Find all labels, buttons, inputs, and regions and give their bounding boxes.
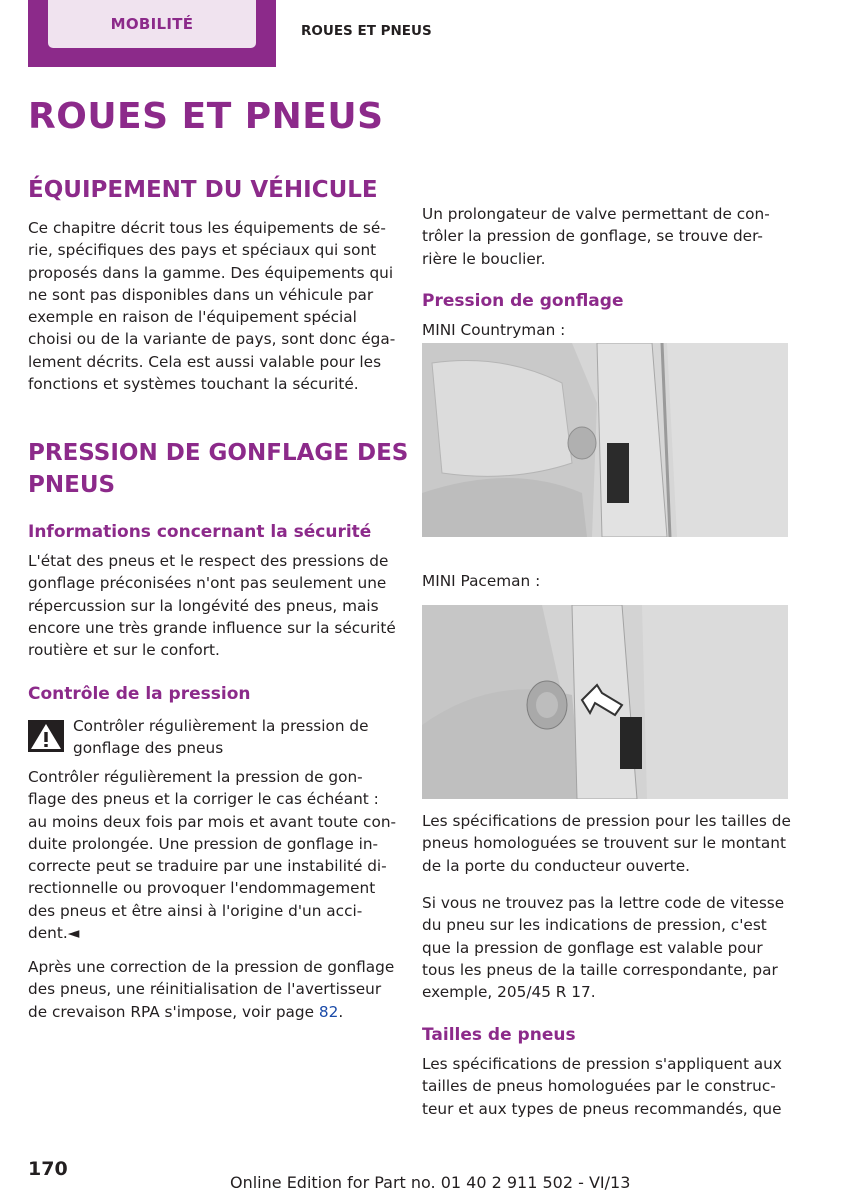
text-line: choisi ou de la variante de pays, sont donc éga- (28, 330, 396, 349)
text-line: ne sont pas disponibles dans un véhicule par (28, 285, 374, 304)
paceman-door-pillar-photo (422, 605, 788, 799)
text-line: teur et aux types de pneus recommandés, que (422, 1099, 782, 1118)
text-line: proposés dans la gamme. Des équipements qui (28, 263, 394, 282)
spec-paragraph (422, 810, 794, 877)
equipment-heading: ÉQUIPEMENT DU VÉHICULE (28, 177, 378, 203)
page-82-link[interactable]: 82 (318, 1002, 339, 1021)
text-line: Les spécifications de pression pour les tailles de (422, 812, 791, 830)
text-line: Ce chapitre décrit tous les équipements de sé- (28, 219, 386, 237)
page-number: 170 (28, 1158, 68, 1180)
text-line: correcte peut se traduire par une instabilité di- (28, 857, 387, 876)
page-title: ROUES ET PNEUS (28, 96, 384, 137)
text-line (28, 1001, 400, 1023)
speed-code-paragraph (422, 892, 794, 1003)
safety-paragraph (28, 550, 400, 661)
text-line: rie, spécifiques des pays et spéciaux qui sont (28, 241, 377, 260)
text-line: flage des pneus et la corriger le cas échéant : (28, 790, 379, 809)
tire-sizes-paragraph (422, 1053, 794, 1120)
inflation-pressure-heading: Pression de gonflage (422, 291, 624, 311)
section-tab-label: MOBILITÉ (48, 0, 256, 48)
heading-line: PNEUS (28, 472, 116, 498)
text-line: des pneus et être ainsi à l'origine d'un acci- (28, 901, 363, 920)
text-line: des pneus, une réinitialisation de l'avertisseur (28, 980, 382, 999)
heading-line: PRESSION DE GONFLAGE DES (28, 440, 409, 466)
text-line: tailles de pneus homologuées par le construc- (422, 1077, 776, 1096)
text-line: tous les pneus de la taille correspondante, par (422, 960, 778, 979)
text-line: gonflage préconisées n'ont pas seulement une (28, 574, 387, 593)
control-heading: Contrôle de la pression (28, 684, 251, 704)
safety-heading: Informations concernant la sécurité (28, 522, 372, 542)
text-fragment: . (338, 1002, 344, 1021)
text-line: gonflage des pneus (73, 739, 224, 758)
text-line: exemple en raison de l'équipement spécial (28, 308, 357, 327)
pressure-heading (28, 437, 408, 501)
text-line: Les spécifications de pression s'appliquent aux (422, 1055, 782, 1073)
section-tab (28, 0, 276, 67)
paceman-photo-drawing (422, 605, 788, 799)
text-line: au moins deux fois par mois et avant toute con- (28, 812, 397, 831)
text-line: Si vous ne trouvez pas la lettre code de vitesse (422, 894, 785, 912)
text-line: dent.◄ (28, 924, 80, 943)
valve-paragraph (422, 203, 794, 270)
countryman-photo-drawing (422, 343, 788, 537)
edition-footer: Online Edition for Part no. 01 40 2 911 502 - VI/13 (230, 1173, 631, 1192)
text-line: trôler la pression de gonflage, se trouve der- (422, 227, 763, 246)
text-line: routière et sur le confort. (28, 641, 220, 660)
text-line: Après une correction de la pression de gonflage (28, 958, 395, 976)
text-line: que la pression de gonflage est valable pour (422, 938, 763, 957)
text-line: encore une très grande influence sur la sécurité (28, 618, 396, 637)
text-line: de la porte du conducteur ouverte. (422, 856, 690, 875)
rpa-paragraph (28, 956, 400, 1023)
text-line: rectionnelle ou provoquer l'endommagement (28, 879, 376, 898)
tire-sizes-heading: Tailles de pneus (422, 1025, 576, 1045)
text-line: du pneu sur les indications de pression, c'est (422, 916, 767, 935)
countryman-door-pillar-photo (422, 343, 788, 537)
text-line: pneus homologuées se trouvent sur le montant (422, 834, 786, 853)
text-line: duite prolongée. Une pression de gonflage in- (28, 834, 379, 853)
text-line: lement décrits. Cela est aussi valable pour les (28, 352, 382, 371)
warning-text (73, 715, 403, 760)
control-paragraph (28, 766, 400, 944)
text-line: Contrôler régulièrement la pression de (73, 717, 369, 735)
paceman-label: MINI Paceman : (422, 572, 541, 590)
text-line: fonctions et systèmes touchant la sécurité. (28, 375, 359, 394)
text-line: Contrôler régulièrement la pression de gon- (28, 768, 363, 786)
text-line: rière le bouclier. (422, 249, 546, 268)
text-line: exemple, 205/45 R 17. (422, 983, 596, 1002)
warning-icon (28, 720, 64, 752)
text-fragment: de crevaison RPA s'impose, voir page (28, 1002, 319, 1021)
countryman-label: MINI Countryman : (422, 321, 566, 339)
equipment-paragraph (28, 217, 400, 395)
text-line: Un prolongateur de valve permettant de con- (422, 205, 770, 223)
text-line: répercussion sur la longévité des pneus, mais (28, 596, 379, 615)
running-title: ROUES ET PNEUS (301, 23, 432, 39)
text-line: L'état des pneus et le respect des pressions de (28, 552, 389, 570)
